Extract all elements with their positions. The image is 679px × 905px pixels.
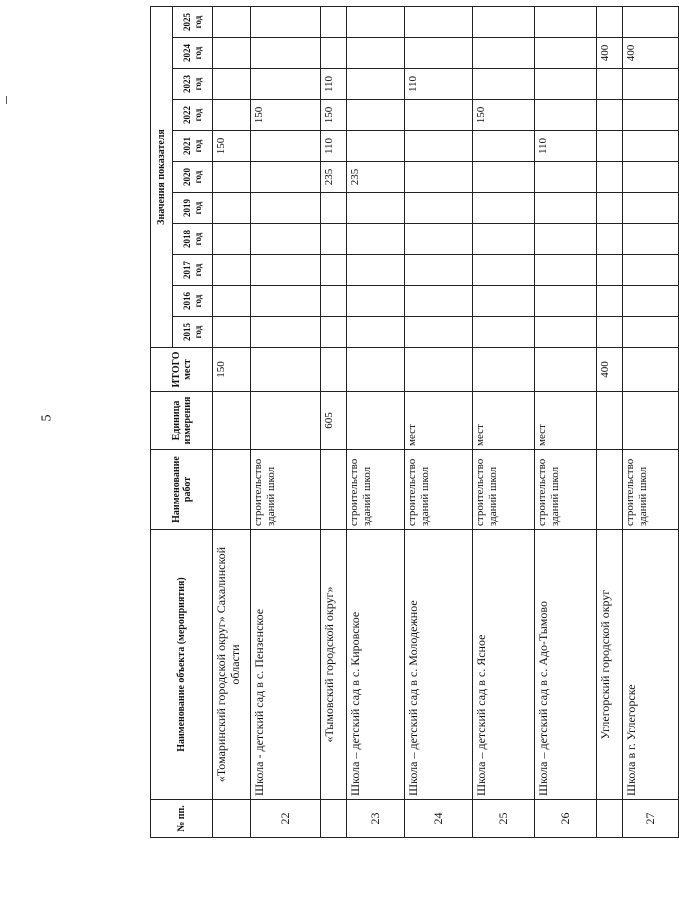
cell-year-value [321, 317, 347, 348]
cell-work: строительство зданий школ [473, 450, 535, 530]
cell-year-value [597, 131, 623, 162]
rotated-table-container [150, 6, 657, 838]
cell-year-value: 150 [473, 100, 535, 131]
cell-num [321, 800, 347, 838]
header-year: 2025 год [173, 6, 213, 37]
cell-object-name: Школа – детский сад в с. Кировское [347, 530, 405, 800]
cell-year-value [473, 286, 535, 317]
cell-year-value [623, 317, 679, 348]
cell-year-value [251, 255, 321, 286]
cell-unit [251, 392, 321, 450]
cell-year-value [321, 193, 347, 224]
cell-year-value [597, 100, 623, 131]
cell-year-value [623, 100, 679, 131]
cell-year-value [347, 193, 405, 224]
cell-num: 22 [251, 800, 321, 838]
cell-object-name: Школа в г. Углегорске [623, 530, 679, 800]
cell-year-value [473, 6, 535, 37]
cell-unit [597, 392, 623, 450]
cell-year-value [213, 162, 251, 193]
cell-year-value [597, 69, 623, 100]
cell-total [623, 348, 679, 392]
table-row [473, 6, 535, 837]
cell-year-value [623, 286, 679, 317]
cell-year-value [597, 193, 623, 224]
table-row [251, 6, 321, 837]
cell-year-value [251, 38, 321, 69]
cell-object-name: Школа – детский сад в с. Ясное [473, 530, 535, 800]
cell-year-value [347, 255, 405, 286]
cell-year-value [535, 255, 597, 286]
cell-year-value [347, 100, 405, 131]
cell-year-value [535, 286, 597, 317]
cell-year-value [405, 255, 473, 286]
cell-year-value [535, 193, 597, 224]
cell-year-value: 150 [213, 131, 251, 162]
cell-year-value [535, 224, 597, 255]
cell-year-value [213, 69, 251, 100]
cell-year-value [473, 255, 535, 286]
cell-year-value: 400 [623, 38, 679, 69]
header-total: ИТОГО мест [151, 348, 213, 392]
cell-work: строительство зданий школ [623, 450, 679, 530]
cell-unit [347, 392, 405, 450]
cell-object-name: Школа – детский сад в с. Адо-Тымово [535, 530, 597, 800]
cell-year-value [597, 317, 623, 348]
cell-year-value [251, 162, 321, 193]
cell-group-name: «Томаринский городской округ» Сахалинской области [213, 530, 251, 800]
cell-year-value [623, 193, 679, 224]
cell-year-value [347, 286, 405, 317]
cell-year-value [347, 69, 405, 100]
cell-year-value [473, 131, 535, 162]
header-unit: Единица измерения [151, 392, 213, 450]
cell-work [321, 450, 347, 530]
cell-year-value: 110 [321, 69, 347, 100]
cell-year-value [623, 224, 679, 255]
cell-year-value [321, 38, 347, 69]
cell-year-value [473, 193, 535, 224]
cell-work [597, 450, 623, 530]
cell-year-value [213, 286, 251, 317]
cell-total [405, 348, 473, 392]
cell-total [535, 348, 597, 392]
cell-year-value [473, 317, 535, 348]
header-work-name: Наименование работ [151, 450, 213, 530]
table-row [347, 6, 405, 837]
cell-year-value [213, 6, 251, 37]
header-year: 2024 год [173, 38, 213, 69]
cell-year-value [213, 317, 251, 348]
cell-year-value [321, 286, 347, 317]
table-body [213, 6, 679, 837]
cell-year-value [535, 6, 597, 37]
cell-year-value [535, 38, 597, 69]
cell-year-value [597, 224, 623, 255]
cell-year-value [213, 193, 251, 224]
cell-year-value [251, 69, 321, 100]
cell-total [321, 348, 347, 392]
header-year: 2017 год [173, 255, 213, 286]
cell-total: 400 [597, 348, 623, 392]
cell-year-value [321, 255, 347, 286]
cell-total [251, 348, 321, 392]
cell-work: строительство зданий школ [347, 450, 405, 530]
cell-year-value: 110 [535, 131, 597, 162]
cell-year-value [405, 286, 473, 317]
group-row [213, 6, 251, 837]
cell-year-value [623, 162, 679, 193]
cell-year-value [405, 131, 473, 162]
header-year: 2023 год [173, 69, 213, 100]
cell-year-value [347, 38, 405, 69]
cell-unit: мест [473, 392, 535, 450]
table-row [623, 6, 679, 837]
cell-year-value [597, 162, 623, 193]
cell-year-value [473, 224, 535, 255]
header-year: 2015 год [173, 317, 213, 348]
cell-year-value [597, 286, 623, 317]
cell-year-value [405, 100, 473, 131]
cell-num: 26 [535, 800, 597, 838]
cell-year-value [251, 224, 321, 255]
table-row [405, 6, 473, 837]
header-year: 2022 год [173, 100, 213, 131]
cell-num: 24 [405, 800, 473, 838]
cell-num [213, 800, 251, 838]
cell-work: строительство зданий школ [535, 450, 597, 530]
cell-year-value [473, 38, 535, 69]
cell-year-value [473, 162, 535, 193]
cell-unit: мест [535, 392, 597, 450]
header-year: 2018 год [173, 224, 213, 255]
cell-year-value [623, 131, 679, 162]
cell-year-value [251, 193, 321, 224]
cell-unit: мест [405, 392, 473, 450]
cell-unit [623, 392, 679, 450]
cell-year-value [347, 131, 405, 162]
group-row [321, 6, 347, 837]
cell-year-value [405, 193, 473, 224]
header-object-name: Наименование объекта (мероприятия) [151, 530, 213, 800]
cell-year-value: 235 [321, 162, 347, 193]
cell-object-name: Школа - детский сад в с. Пензенское [251, 530, 321, 800]
cell-year-value [251, 6, 321, 37]
cell-year-value: 150 [251, 100, 321, 131]
cell-year-value [535, 162, 597, 193]
cell-work [213, 450, 251, 530]
cell-year-value [597, 6, 623, 37]
margin-mark [6, 96, 7, 104]
cell-total: 150 [213, 348, 251, 392]
cell-year-value [347, 317, 405, 348]
cell-num [597, 800, 623, 838]
cell-num: 25 [473, 800, 535, 838]
cell-year-value [347, 224, 405, 255]
page-number: 5 [39, 414, 55, 422]
cell-year-value [321, 224, 347, 255]
cell-total [473, 348, 535, 392]
cell-work: строительство зданий школ [405, 450, 473, 530]
cell-year-value [405, 162, 473, 193]
table-row [535, 6, 597, 837]
cell-year-value [535, 100, 597, 131]
cell-work: строительство зданий школ [251, 450, 321, 530]
cell-year-value [213, 224, 251, 255]
cell-year-value [405, 317, 473, 348]
cell-year-value [623, 69, 679, 100]
cell-year-value [405, 6, 473, 37]
header-values-group: Значения показателя [151, 6, 173, 347]
cell-year-value [623, 6, 679, 37]
cell-year-value [213, 255, 251, 286]
cell-year-value [213, 38, 251, 69]
header-year: 2016 год [173, 286, 213, 317]
header-year: 2019 год [173, 193, 213, 224]
cell-unit [213, 392, 251, 450]
cell-year-value [535, 69, 597, 100]
cell-year-value: 400 [597, 38, 623, 69]
header-year: 2020 год [173, 162, 213, 193]
cell-year-value [251, 286, 321, 317]
cell-year-value [347, 6, 405, 37]
cell-year-value: 150 [321, 100, 347, 131]
header-num: № пп. [151, 800, 213, 838]
cell-group-name: «Тымовский городской округ» [321, 530, 347, 800]
cell-year-value [251, 131, 321, 162]
cell-year-value: 235 [347, 162, 405, 193]
cell-year-value [251, 317, 321, 348]
header-year: 2021 год [173, 131, 213, 162]
cell-total [347, 348, 405, 392]
cell-object-name: Школа – детский сад в с. Молодежное [405, 530, 473, 800]
cell-year-value [405, 38, 473, 69]
cell-year-value [321, 6, 347, 37]
group-row [597, 6, 623, 837]
cell-group-name: Углегорский городской округ [597, 530, 623, 800]
cell-year-value [213, 100, 251, 131]
cell-num: 23 [347, 800, 405, 838]
cell-year-value [473, 69, 535, 100]
cell-year-value [623, 255, 679, 286]
cell-year-value [597, 255, 623, 286]
cell-year-value [535, 317, 597, 348]
cell-year-value: 110 [405, 69, 473, 100]
indicator-table [150, 6, 679, 838]
cell-unit: 605 [321, 392, 347, 450]
cell-year-value [405, 224, 473, 255]
cell-year-value: 110 [321, 131, 347, 162]
cell-num: 27 [623, 800, 679, 838]
